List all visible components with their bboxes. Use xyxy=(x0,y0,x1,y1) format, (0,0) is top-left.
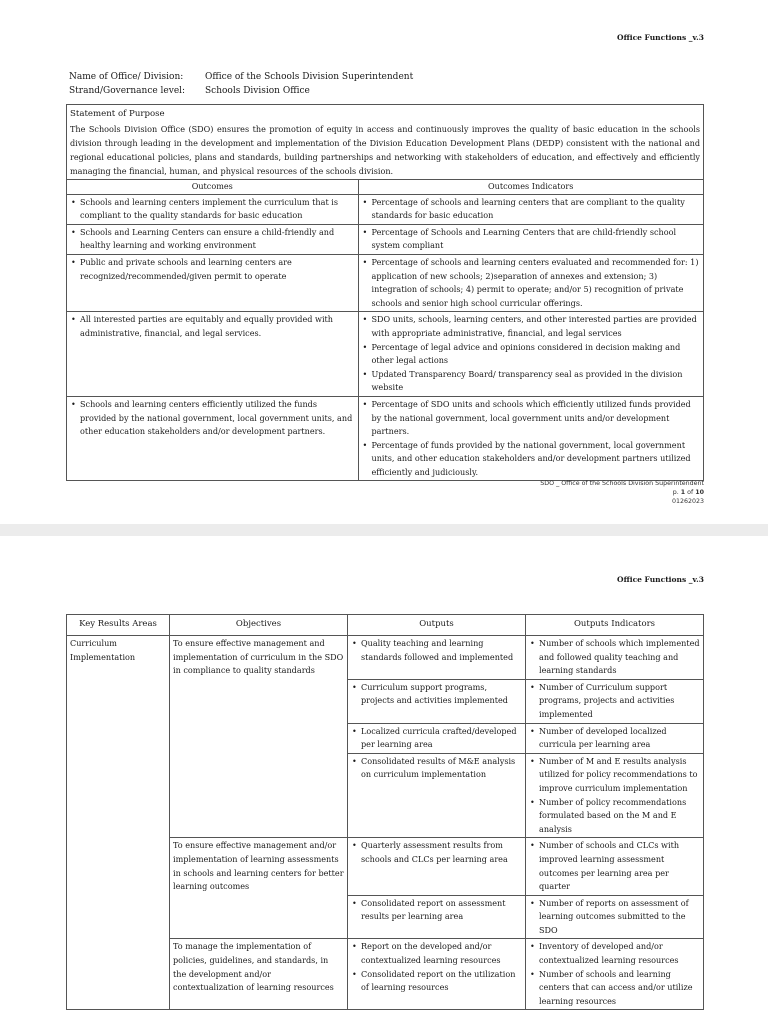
output-cell xyxy=(348,679,526,723)
outcomes-indicators-header: Outcomes Indicators xyxy=(358,180,703,195)
output-indicator-cell xyxy=(526,838,704,895)
indicator-cell xyxy=(358,254,703,311)
kra-header: Key Results Areas xyxy=(67,615,170,636)
output-list xyxy=(351,681,522,708)
strand-value: Schools Division Office xyxy=(205,86,310,96)
output-cell xyxy=(348,895,526,939)
output-indicator-list xyxy=(529,940,700,1008)
objective-cell: To ensure effective management and/or implementation of learning assessments in schools and learning centers for better learning outcomes xyxy=(170,838,348,939)
output-list xyxy=(351,940,522,994)
outcome-list xyxy=(70,226,355,253)
page-footer xyxy=(540,479,704,506)
outcomes-header: Outcomes xyxy=(67,180,358,195)
outcome-cell xyxy=(67,194,358,224)
outcome-indicator-item: • SDO units, schools, learning centers, and other interested parties are provided with appropriate administrative, financial, and legal services xyxy=(362,313,701,340)
output-indicator-cell xyxy=(526,723,704,753)
strand-row xyxy=(69,84,413,98)
outcome-list xyxy=(70,256,355,283)
output-indicator-cell xyxy=(526,679,704,723)
purpose-outcomes-box xyxy=(66,104,704,481)
outcome-list xyxy=(70,313,355,340)
output-list xyxy=(351,755,522,782)
output-cell xyxy=(348,838,526,895)
indicator-cell xyxy=(358,396,703,480)
output-item: • Curriculum support programs, projects and activities implemented xyxy=(351,681,522,708)
outcome-indicator-list xyxy=(362,226,701,253)
purpose-text: The Schools Division Office (SDO) ensures the promotion of equity in access and continuously improves the quality of basic education in the schools division through leading in the development and implementation of the Division Education Development Plans (DEDP) consistent with the national and regional educational policies, plans and standards, building partnerships and networking with stakeholders of education, and effectively and efficiently managing the financial, human, and physical resources of the schools division. xyxy=(70,124,700,176)
outcome-cell xyxy=(67,224,358,254)
output-cell xyxy=(348,636,526,680)
outcome-indicator-list xyxy=(362,196,701,223)
outcome-item: • Schools and learning centers efficiently utilized the funds provided by the national government, local government units, and other education stakeholders and/or development partners. xyxy=(70,398,355,439)
objective-cell: To manage the implementation of policies, guidelines, and standards, in the development and/or contextualization of learning resources xyxy=(170,939,348,1010)
footer-page-prefix: p. xyxy=(672,489,681,496)
indicator-cell xyxy=(358,224,703,254)
outcome-list xyxy=(70,196,355,223)
page-header: Office Functions _v.3 xyxy=(617,575,704,584)
outcomes-row xyxy=(67,224,703,254)
footer-office: SDO _ Office of the Schools Division Superintendent xyxy=(540,480,704,487)
footer-code: 01262023 xyxy=(671,498,704,505)
outcomes-row xyxy=(67,254,703,311)
output-indicator-item: • Number of Curriculum support programs, projects and activities implemented xyxy=(529,681,700,722)
output-list xyxy=(351,637,522,664)
footer-page-num: 1 xyxy=(680,489,686,496)
output-indicator-list xyxy=(529,725,700,752)
outcomes-header-row xyxy=(67,180,703,195)
outcome-indicator-item: • Percentage of legal advice and opinions considered in decision making and other legal actions xyxy=(362,341,701,368)
outcomes-table xyxy=(67,179,703,480)
output-cell xyxy=(348,939,526,1010)
output-indicator-list xyxy=(529,637,700,678)
statement-of-purpose xyxy=(67,105,703,179)
office-value: Office of the Schools Division Superintendent xyxy=(205,72,414,82)
office-label: Name of Office/ Division: xyxy=(69,72,184,82)
strand-label: Strand/Governance level: xyxy=(69,86,186,96)
outcome-indicator-item: • Percentage of funds provided by the national government, local government units, and other education stakeholders and/or development partners utilized efficiently and judiciously. xyxy=(362,439,701,480)
outcome-cell xyxy=(67,396,358,480)
kra-table xyxy=(66,614,704,1010)
output-list xyxy=(351,897,522,924)
output-indicator-list xyxy=(529,755,700,837)
outcome-cell xyxy=(67,312,358,397)
office-meta xyxy=(69,70,413,98)
outcome-indicator-item: • Percentage of Schools and Learning Centers that are child-friendly school system compliant xyxy=(362,226,701,253)
footer-page-number xyxy=(540,488,704,497)
outcome-cell xyxy=(67,254,358,311)
output-indicator-list xyxy=(529,839,700,893)
output-cell xyxy=(348,753,526,838)
outcome-indicator-item: • Percentage of schools and learning centers that are compliant to the quality standards for basic education xyxy=(362,196,701,223)
outcome-indicator-item: • Percentage of SDO units and schools which efficiently utilized funds provided by the national government, local government units and/or development partners. xyxy=(362,398,701,439)
kra-cell: Curriculum Implementation xyxy=(67,636,170,1010)
objective-cell: To ensure effective management and implementation of curriculum in the SDO in compliance to quality standards xyxy=(170,636,348,838)
outputs-indicators-header: Outputs Indicators xyxy=(526,615,704,636)
outcomes-row xyxy=(67,396,703,480)
outcome-list xyxy=(70,398,355,439)
output-item: • Quality teaching and learning standards followed and implemented xyxy=(351,637,522,664)
output-indicator-item: • Inventory of developed and/or contextualized learning resources xyxy=(529,940,700,967)
output-cell xyxy=(348,723,526,753)
document-page-2 xyxy=(0,536,768,1024)
output-list xyxy=(351,839,522,866)
output-indicator-item: • Number of policy recommendations formulated based on the M and E analysis xyxy=(529,796,700,837)
output-item: • Consolidated results of M&E analysis on curriculum implementation xyxy=(351,755,522,782)
output-indicator-item: • Number of schools and learning centers that can access and/or utilize learning resources xyxy=(529,968,700,1009)
output-item: • Consolidated report on the utilization of learning resources xyxy=(351,968,522,995)
office-row xyxy=(69,70,413,84)
outcome-item: • All interested parties are equitably and equally provided with administrative, financial, and legal services. xyxy=(70,313,355,340)
indicator-cell xyxy=(358,194,703,224)
outcomes-row xyxy=(67,194,703,224)
objectives-header: Objectives xyxy=(170,615,348,636)
outcome-indicator-list xyxy=(362,398,701,480)
outcome-indicator-item: • Percentage of schools and learning centers evaluated and recommended for: 1) application of new schools; 2)separation of annexes and extension; 3) integration of schools; 4) permit to operate; and/or 5) recognition of private schools and senior high school curricular offerings. xyxy=(362,256,701,310)
output-indicator-cell xyxy=(526,753,704,838)
output-item: • Quarterly assessment results from schools and CLCs per learning area xyxy=(351,839,522,866)
outputs-header: Outputs xyxy=(348,615,526,636)
outcome-indicator-list xyxy=(362,313,701,395)
output-indicator-cell xyxy=(526,939,704,1010)
output-item: • Report on the developed and/or contextualized learning resources xyxy=(351,940,522,967)
outcomes-row xyxy=(67,312,703,397)
output-indicator-item: • Number of schools and CLCs with improved learning assessment outcomes per learning area per quarter xyxy=(529,839,700,893)
indicator-cell xyxy=(358,312,703,397)
outcome-item: • Schools and learning centers implement the curriculum that is compliant to the quality standards for basic education xyxy=(70,196,355,223)
output-list xyxy=(351,725,522,752)
outcome-item: • Public and private schools and learning centers are recognized/recommended/given permit to operate xyxy=(70,256,355,283)
output-indicator-list xyxy=(529,681,700,722)
page-header: Office Functions _v.3 xyxy=(617,33,704,42)
footer-page-total: 10 xyxy=(695,489,704,496)
output-item: • Consolidated report on assessment results per learning area xyxy=(351,897,522,924)
purpose-title: Statement of Purpose xyxy=(70,109,165,119)
output-item: • Localized curricula crafted/developed per learning area xyxy=(351,725,522,752)
output-indicator-cell xyxy=(526,895,704,939)
output-indicator-item: • Number of M and E results analysis utilized for policy recommendations to improve curriculum implementation xyxy=(529,755,700,796)
kra-row xyxy=(67,636,704,680)
output-indicator-item: • Number of reports on assessment of learning outcomes submitted to the SDO xyxy=(529,897,700,938)
footer-page-of: of xyxy=(685,489,696,496)
outcome-indicator-item: • Updated Transparency Board/ transparency seal as provided in the division website xyxy=(362,368,701,395)
outcome-indicator-list xyxy=(362,256,701,310)
output-indicator-item: • Number of developed localized curricula per learning area xyxy=(529,725,700,752)
output-indicator-item: • Number of schools which implemented and followed quality teaching and learning standards xyxy=(529,637,700,678)
output-indicator-list xyxy=(529,897,700,938)
kra-header-row xyxy=(67,615,704,636)
output-indicator-cell xyxy=(526,636,704,680)
outcome-item: • Schools and Learning Centers can ensure a child-friendly and healthy learning and working environment xyxy=(70,226,355,253)
